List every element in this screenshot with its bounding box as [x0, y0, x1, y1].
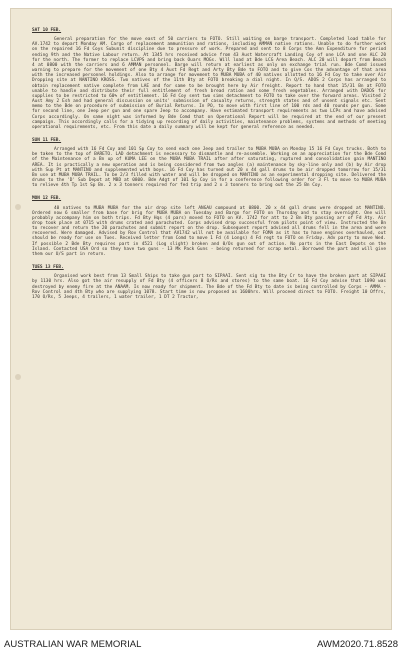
entry-date: SAT 10 FEB.: [32, 28, 62, 33]
diary-entry: [32, 28, 389, 130]
diary-entry: [32, 265, 389, 300]
punch-hole: [15, 204, 21, 210]
entry-date: TUES 13 FEB.: [32, 265, 64, 271]
diary-entry: [32, 196, 389, 257]
archive-reference: AWM2020.71.8528: [317, 639, 398, 650]
entry-date: MON 12 FEB.: [32, 196, 62, 202]
diary-entry: [32, 137, 389, 189]
entry-text: Organised work best from 13 Small Ships to take gun part to SIPAAI. Sent sig to the Bty Cr to have the broken part at SIPAAI by 1130 hrs. Also got the air resupply of Fd Bty (4 officers 8 O/Rs and stores) to the same boat. 16 Fd Coy advise that 1090 was destroyed by enemy fire at the ANAAM. Is now ready for shipment. The Bde of the Fd Bty to date is being controlled by Corps - AMMA - Rov Control and 4th Bty who are supplying 1078. Start time is now proposed as 1600hrs. Will proceed direct to FOTO. Freight 10 Offrs, 170 O/Rs, 5 Jeeps, 4 trailers, 1 water trailer, 1 DT 2 Tractor,: [32, 274, 389, 300]
archive-footer: [0, 636, 402, 653]
entry-date: SUN 11 FEB.: [32, 137, 62, 143]
entry-text: General preparation for the move east of 50 carriers to FOTO. Still waiting on barge transport. Completed load table for AV.1742 to depart Monday AM. Cargo of replacement ammunition and rations, including AMMAN native rations. Unable to do further work on the repaired 16 Fd Coys Subunit discipline due to pressure of work. Prepared and sent to 8 Corps the Amn Expenditure for period ending 9th and the Native Labour return. At 1345 hrs received advice from 43 Aust Watercraft Landing Coy of one LCA and one ALC 20 for the north. The former to replace LCVPS and bring back Ouars MOGs. Will load at Bde LCG Area Beach. ALC 20 will depart from Beach 4 at 0800 with the carriers and 6 AMMAN personnel. Barge will return at earliest as only on exchange trial run. Bde Comd issued warning to prepare for the movement of one Bty 4 Aust Fd Regt and Arty Bty Bde to FOTO and to give Cos the advantage of that area with the increased personnel holdings. Also to arrange for movement to MUBA MUBA of 40 natives allotted to 16 Fd Coy to take over Air Dropping site at NANTINO KROSS. Two natives of the 11th Bty at FOTO breaking a dial night. In Q/S. ADOS 2 Corps has arranged to obtain replacement native complete from LAE and for same to be brought here by Air freight. Report to hand that 15/31 Bn at FOTO unable to handle and distribute their full entitlement of fresh bread ration and some fresh vegetables. Arranged with DADOS for supplies to be restricted to 60% of entitlement. 16 Fd Coy sent two sims detachment to FOTO to take over the forward areas. Visited 2 Aust Amy 2 Esh and had general discussion on units' submission of casualty returns, strength states and of unsent signals etc. Sent memo to the Bde on procedure of submission of Burial Returns. In PO, to move with first line of 100 rds and 40 rounds per gun. Some for second line, one Jeep per gun and one spare Jeep to accompany. Have estimated transport requirements as two LCPs and have advised Corps accordingly. On same night was informed by Bde Comd that on Operational Report will be required at the end of our present campaign. This accordingly calls for a tidying up recording of daily activities, maintenance problems, systems and methods of meeting operational requirements, etc. From this date a daily summary will be kept for general reference as needed.: [32, 37, 389, 130]
entry-text: Arranged with 16 Fd Coy and 101 Sp Coy to send each one Jeep and trailer to MUBA MUBA on Monday 15 16 Fd Coys trucks. Both to be taken to the top of BARETO. LAD detachment is necessary to dismantle and re-assemble. Working on an appreciation for the Bde Comd of the Maintenance of a Bn up of KUMA LEE on the MUBA MUBA TRAIL after after saturating, ruptured and consolidation gain MANTINO AREA. It is practically a new operation and is being considered from two angles (a) maintenance by sky-line only and (b) by Air drop with Sup Pt at MANTINO and supplemented with boys. 16 Fd Coy has turned out 20 x 44 gall drums to be air dropped tomorrow for 15/31 Bn use at MUBA MUBA TRAIL. To be 2/3 filled with water and will be dropped on MANTINO as an experimental dropping site. Delivered the drums to the 'D' Sub Depot at MBD at 0800. Bde Adgt of 101 Sp Coy in for a conference following order for 3 Fl to move to MUBA MUBA to relieve 4th Tp 1st Sp Bn. 2 x 3 tonners required for fed trip and 2 x 3 tonners to bring out the 25 Bn Coy.: [32, 147, 389, 189]
document-page: [10, 8, 392, 630]
diary-content: [32, 28, 389, 308]
punch-hole: [15, 374, 21, 380]
archive-name: AUSTRALIAN WAR MEMORIAL: [4, 639, 142, 650]
entry-text: 40 natives to MUBA MUBA for the air drop site left ANGAU compound at 0800. 20 x 44 gall drums were dropped at MANTINO. Ordered now 6 smaller from base for brig for MUBA MUBA on Tuesday and Bargo for FOTO on Thursday and to stay overnight. One will probably accompany him on both trips. Fd Bty Hqs (4 pars) moved to FOTO on AV. 1742 for att to 2 Bn Bty passing arr of Fd Aty. Air drop took place at 0715 with drums crated and parachuted. Corps advised drop successful from pilots point of view. Instructed the Bn to recover and return the 20 parachutes and submit report on the drop. Subsequent report advised all drums fell in the area and were recovered. Were damaged. Advised by Rov Control that AV1742 will not be available for FOMA as it has to have engines overhauled, out should be ready for use on Tues. Received letter from Comd to move 1 Fd (4 Longs) 4 Fd regt to FOTO on Friday. Adv party to move Wed. If possible 2 Bde Bty requires part in 4521 (Log slight) broken and 0/Os gun out of action. No parts in the East Depots on the Island. Contacted USA Ord so they have two guns - 13 Mk Pack Guns - being returned for scrap metal. Borrowed the part and will give them our U/S part in return.: [32, 205, 389, 257]
